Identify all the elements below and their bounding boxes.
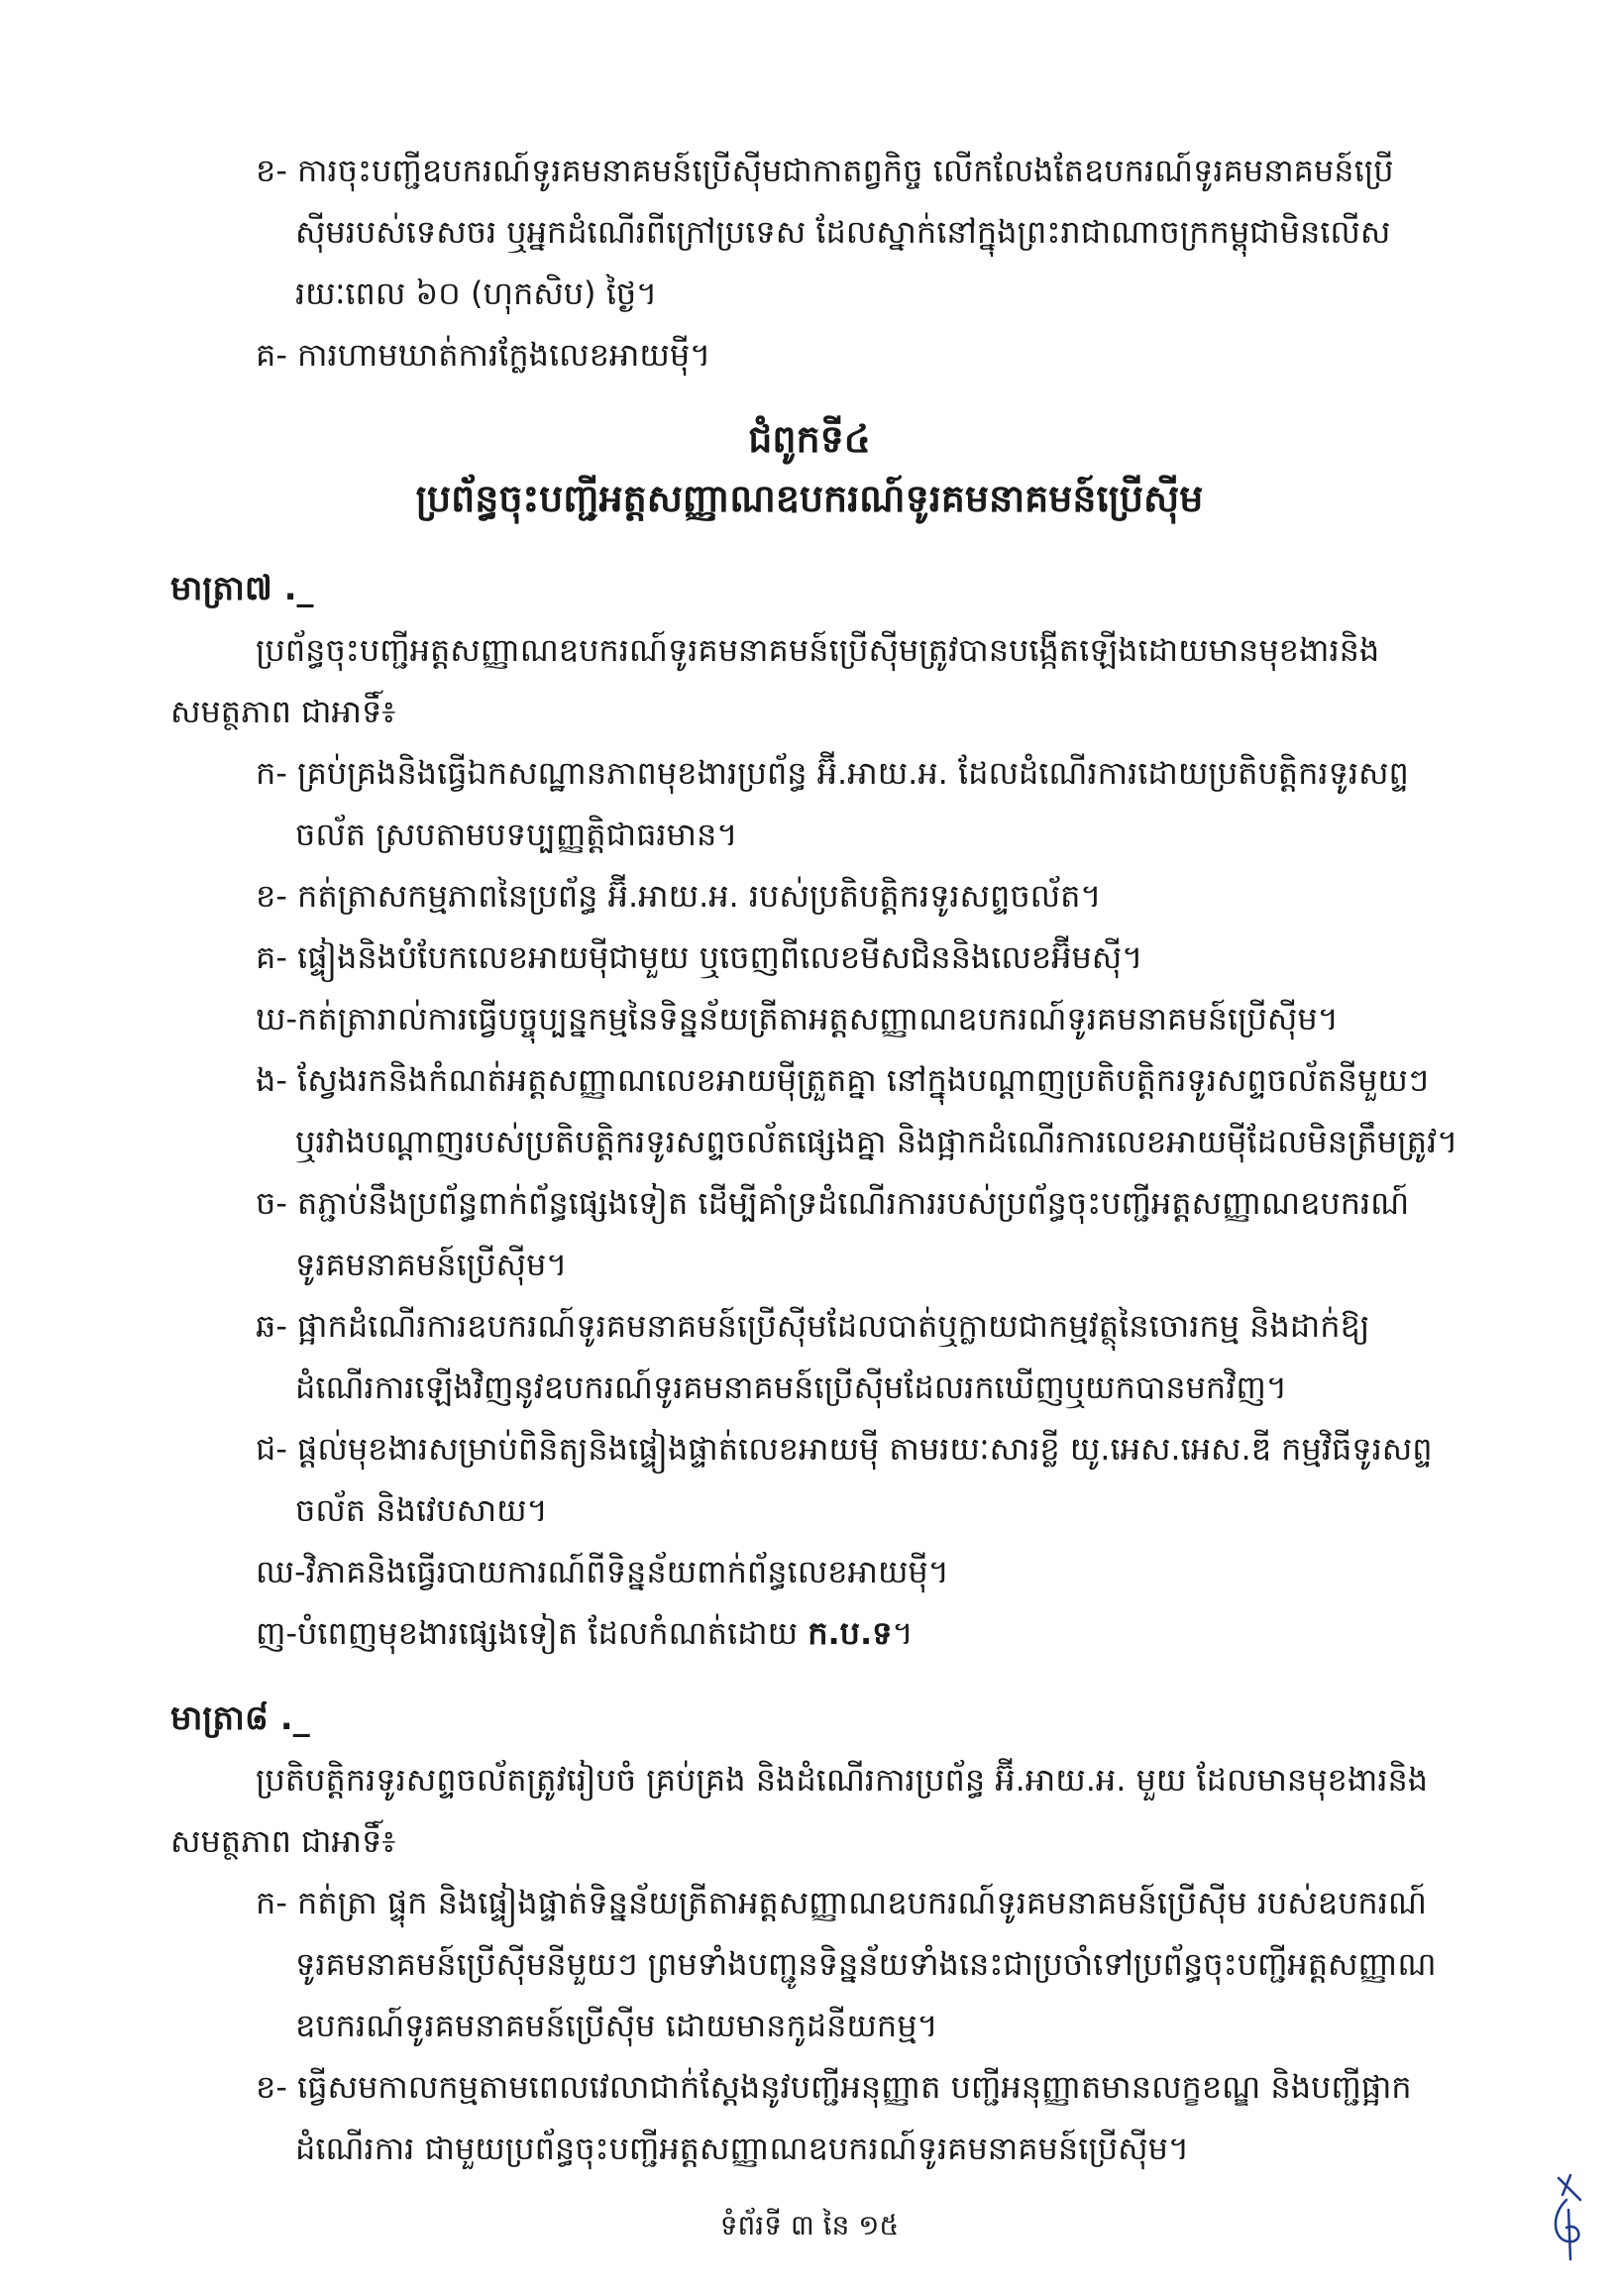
article-8-intro-line-1: ប្រតិបត្តិករទូរសព្ទចល័តត្រូវរៀបចំ គ្រប់គ្រង និងដំណើរការប្រព័ន្ធ អ៊ី.អាយ.អ. មួយ ដែលមានមុខងារនិង xyxy=(256,1761,1429,1799)
article-7-item-chha-line-2: ដំណើរការឡើងវិញនូវឧបករណ៍ទូរគមនាគមន៍ប្រើស៊ីមដែលរកឃើញឬយកបានមកវិញ។ xyxy=(295,1368,1287,1406)
article-7-item-ngo-line-1: ង- ស្វែងរកនិងកំណត់អត្តសញ្ញាណលេខអាយម៉ីត្រួតគ្នា នៅក្នុងបណ្តាញប្រតិបត្តិករទូរសព្ទចល័តនីមួយៗ xyxy=(256,1061,1429,1099)
article-8-item-ka-line-3: ឧបករណ៍ទូរគមនាគមន៍ប្រើស៊ីម ដោយមានកូដនីយកម្ម។ xyxy=(295,2007,938,2044)
article-7-item-kho: ឃ-កត់ត្រារាល់ការធ្វើបច្ចុប្បន្នកម្មនៃទិន្នន័យត្រីតាអត្តសញ្ញាណឧបករណ៍ទូរគមនាគមន៍ប្រើស៊ីម។ xyxy=(256,1000,1339,1038)
chapter-title: ប្រព័ន្ធចុះបញ្ជីអត្តសញ្ញាណឧបករណ៍ទូរគមនាគមន៍ប្រើស៊ីម xyxy=(415,477,1204,520)
article-7-heading: មាត្រា៧ ._ xyxy=(170,569,314,608)
article-8-item-kha-line-1: ខ- ធ្វើសមកាលកម្មតាមពេលវេលាជាក់ស្តែងនូវបញ្ជីអនុញ្ញាត បញ្ជីអនុញ្ញាតមានលក្ខខណ្ឌ និងបញ្ជីផ្អាក xyxy=(256,2068,1412,2106)
article-7-intro-line-1: ប្រព័ន្ធចុះបញ្ជីអត្តសញ្ញាណឧបករណ៍ទូរគមនាគមន៍ប្រើស៊ីមត្រូវបានបង្កើតឡើងដោយមានមុខងារនិង xyxy=(256,631,1380,669)
article-7-item-nho-text: ញ-បំពេញមុខងារផ្សេងទៀត ដែលកំណត់ដោយ xyxy=(256,1614,809,1652)
article-8-item-ka-line-1: ក- កត់ត្រា ផ្ទុក និងផ្ទៀងផ្ទាត់ទិន្នន័យត្រីតាអត្តសញ្ញាណឧបករណ៍ទូរគមនាគមន៍ប្រើស៊ីម របស់ឧបករណ៍ xyxy=(256,1884,1427,1921)
article-7-item-cha-line-1: ច- តភ្ជាប់នឹងប្រព័ន្ធពាក់ព័ន្ធផ្សេងទៀត ដើម្បីគាំទ្រដំណើរការរបស់ប្រព័ន្ធចុះបញ្ជីអត្តសញ្ញាណឧបករណ៍ xyxy=(256,1184,1410,1222)
item-kha-line-2: ស៊ីមរបស់ទេសចរ ឬអ្នកដំណើរពីក្រៅប្រទេស ដែលស្នាក់នៅក្នុងព្រះរាជាណាចក្រកម្ពុជាមិនលើស xyxy=(295,213,1391,251)
article-7-item-nho-suffix: ។ xyxy=(892,1614,914,1652)
article-7-item-chha-line-1: ឆ- ផ្អាកដំណើរការឧបករណ៍ទូរគមនាគមន៍ប្រើស៊ីមដែលបាត់ឬក្លាយជាកម្មវត្ថុនៃចោរកម្ម និងដាក់ឱ្យ xyxy=(256,1307,1370,1345)
article-7-item-ka-line-1: ក- គ្រប់គ្រងនិងធ្វើឯកសណ្ឋានភាពមុខងារប្រព័ន្ធ អ៊ី.អាយ.អ. ដែលដំណើរការដោយប្រតិបត្តិករទូរសព្ទ xyxy=(256,754,1409,792)
article-7-item-ka-line-2: ចល័ត ស្របតាមបទប្បញ្ញត្តិជាធរមាន។ xyxy=(295,816,738,853)
item-kha-line-1: ខ- ការចុះបញ្ជីឧបករណ៍ទូរគមនាគមន៍ប្រើស៊ីមជាកាតព្វកិច្ច លើកលែងតែឧបករណ៍ទូរគមនាគមន៍ប្រើ xyxy=(256,152,1394,189)
article-7-item-nho-abbr: ក.ប.ទ xyxy=(808,1614,893,1652)
article-7-item-ko: គ- ផ្ទៀងនិងបំបែកលេខអាយម៉ីជាមួយ ឬចេញពីលេខមីសជិននិងលេខអ៊ីមស៊ី។ xyxy=(256,938,1143,976)
article-8-item-kha-line-2: ដំណើរការ ជាមួយប្រព័ន្ធចុះបញ្ជីអត្តសញ្ញាណឧបករណ៍ទូរគមនាគមន៍ប្រើស៊ីម។ xyxy=(295,2130,1190,2167)
article-8-heading: មាត្រា៨ ._ xyxy=(170,1698,310,1738)
handwritten-initials xyxy=(1541,2170,1590,2264)
article-8-intro-line-2: សមត្ថភាព ជាអាទិ៍៖ xyxy=(170,1822,396,1860)
article-7-item-cho-line-2: ចល័ត និងវេបសាយ។ xyxy=(295,1491,548,1529)
article-7-intro-line-2: សមត្ថភាព ជាអាទិ៍៖ xyxy=(170,693,396,730)
article-7-item-ngo-line-2: ឬរវាងបណ្តាញរបស់ប្រតិបត្តិករទូរសព្ទចល័តផ្សេងគ្នា និងផ្អាកដំណើរការលេខអាយម៉ីដែលមិនត្រឹមត្រូវ។ xyxy=(295,1123,1458,1160)
chapter-number: ជំពូកទី៤ xyxy=(748,417,871,461)
article-7-item-cha-line-2: ទូរគមនាគមន៍ប្រើស៊ីម។ xyxy=(295,1246,568,1283)
page-number: ទំព័រទី ៣ នៃ ១៥ xyxy=(719,2209,900,2241)
item-ko: គ- ការហាមឃាត់ការក្លែងលេខអាយម៉ី។ xyxy=(256,336,711,374)
article-8-item-ka-line-2: ទូរគមនាគមន៍ប្រើស៊ីមនីមួយៗ ព្រមទាំងបញ្ជូនទិន្នន័យទាំងនេះជាប្រចាំទៅប្រព័ន្ធចុះបញ្ជីអត្តសញ្ញាណ xyxy=(295,1945,1437,1983)
item-kha-line-3: រយៈពេល ៦០ (ហុកសិប) ថ្ងៃ។ xyxy=(295,274,658,312)
article-7-item-nho xyxy=(256,1611,914,1655)
article-7-item-cho-line-1: ជ- ផ្តល់មុខងារសម្រាប់ពិនិត្យនិងផ្ទៀងផ្ទាត់លេខអាយម៉ី តាមរយៈសារខ្លី យូ.អេស.អេស.ឌី កម្មវិធីទូរសព្ទ xyxy=(256,1430,1433,1468)
article-7-item-chho: ឈ-វិភាគនិងធ្វើរបាយការណ៍ពីទិន្នន័យពាក់ព័ន្ធលេខអាយម៉ី។ xyxy=(256,1553,949,1590)
article-7-item-kha: ខ- កត់ត្រាសកម្មភាពនៃប្រព័ន្ធ អ៊ី.អាយ.អ. របស់ប្រតិបត្តិករទូរសព្ទចល័ត។ xyxy=(256,877,1102,915)
